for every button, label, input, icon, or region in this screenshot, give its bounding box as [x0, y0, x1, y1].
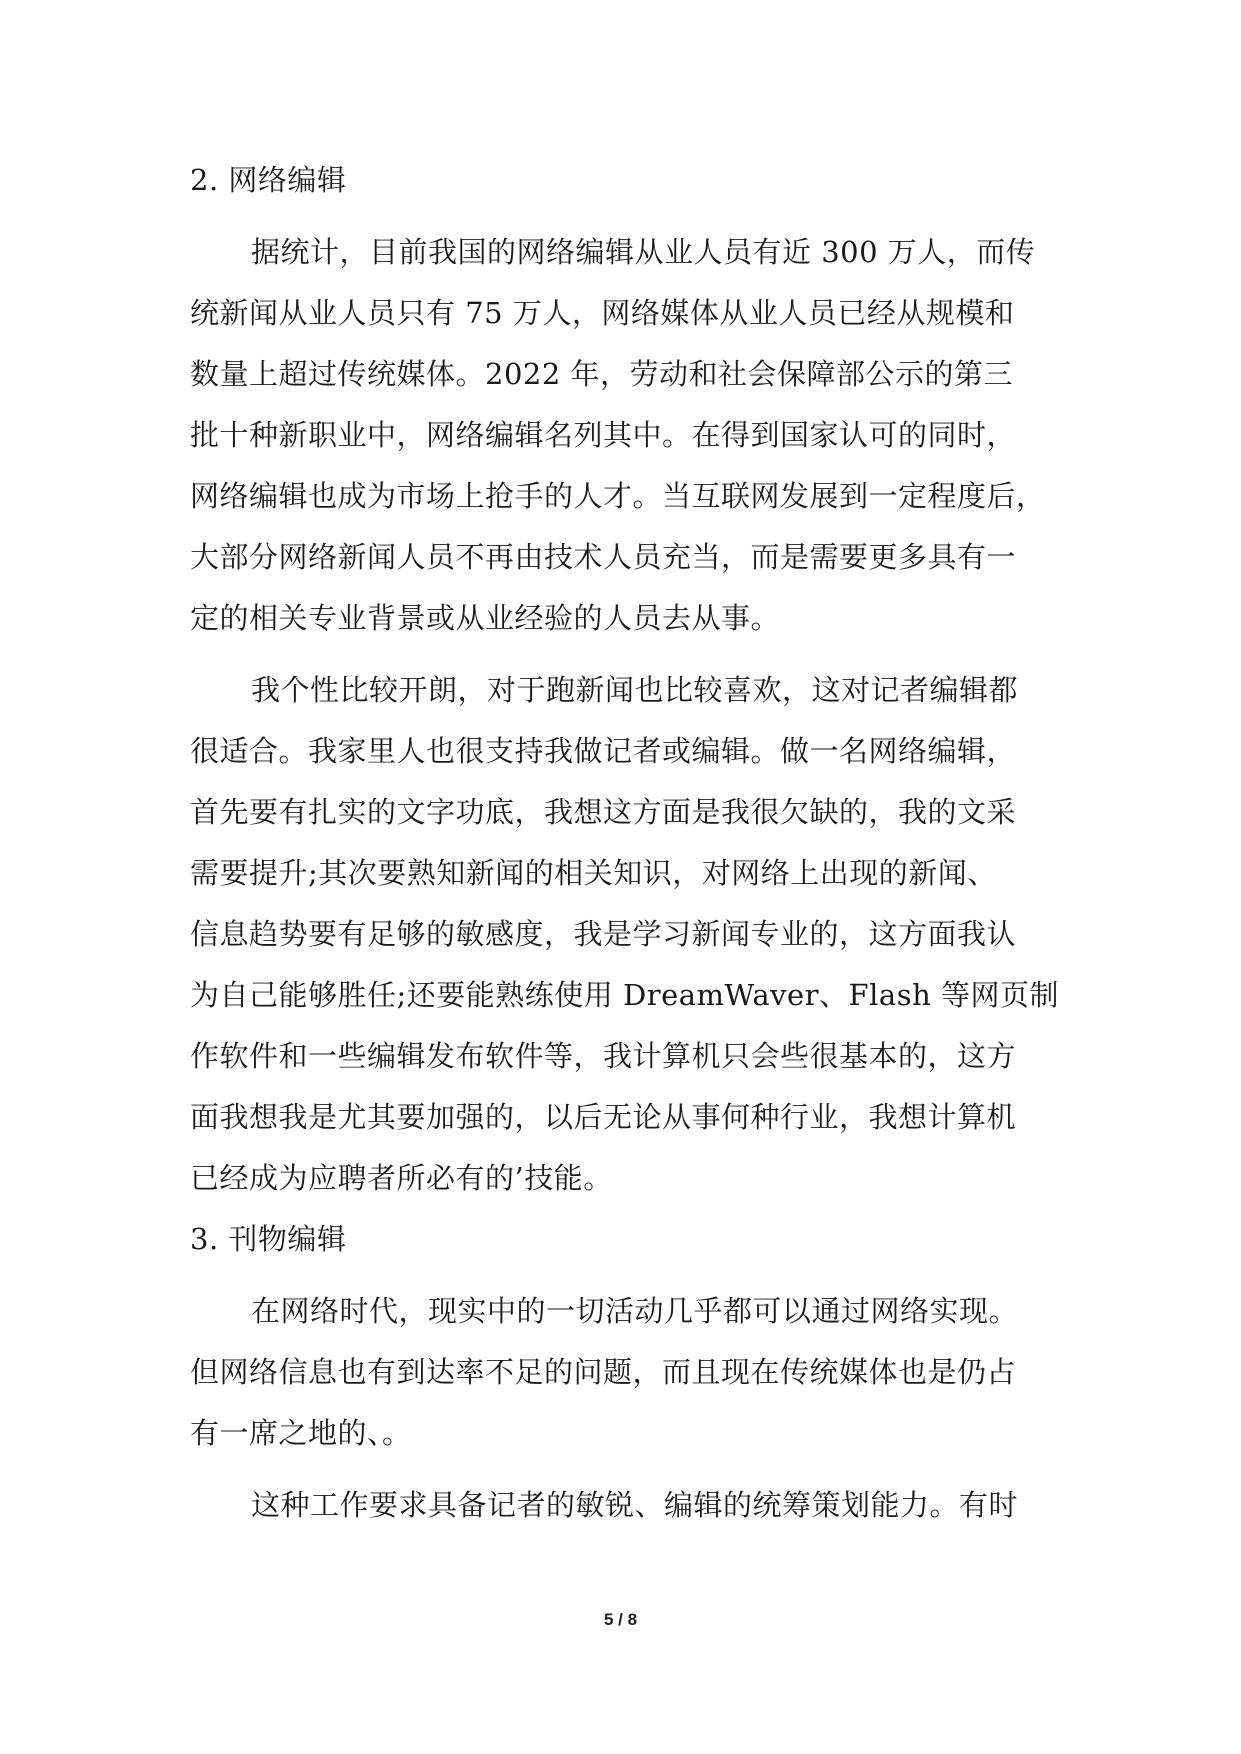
paragraph-line: 数量上超过传统媒体。2022 年，劳动和社会保障部公示的第三 — [190, 357, 1014, 391]
paragraph-line: 这种工作要求具备记者的敏锐、编辑的统筹策划能力。有时 — [251, 1488, 1019, 1522]
section-heading: 3. 刊物编辑 — [190, 1222, 347, 1256]
paragraph-line: 统新闻从业人员只有 75 万人，网络媒体从业人员已经从规模和 — [190, 296, 1015, 330]
paragraph-line: 有一席之地的、。 — [190, 1416, 412, 1450]
paragraph-line: 但网络信息也有到达率不足的问题，而且现在传统媒体也是仍占 — [190, 1355, 1017, 1389]
paragraph-line: 面我想我是尤其要加强的，以后无论从事何种行业，我想计算机 — [190, 1100, 1017, 1134]
paragraph-line: 已经成为应聘者所必有的’技能。 — [190, 1161, 613, 1195]
paragraph-line: 作软件和一些编辑发布软件等，我计算机只会些很基本的，这方 — [190, 1039, 1017, 1073]
paragraph-line: 批十种新职业中，网络编辑名列其中。在得到国家认可的同时， — [190, 418, 1017, 452]
paragraph-line: 为自己能够胜任;还要能熟练使用 DreamWaver、Flash 等网页制 — [190, 978, 1060, 1012]
paragraph-line: 信息趋势要有足够的敏感度，我是学习新闻专业的，这方面我认 — [190, 917, 1017, 951]
paragraph-line: 网络编辑也成为市场上抢手的人才。当互联网发展到一定程度后， — [190, 479, 1046, 513]
paragraph-line: 在网络时代，现实中的一切活动几乎都可以通过网络实现。 — [251, 1294, 1019, 1328]
paragraph-line: 定的相关专业背景或从业经验的人员去从事。 — [190, 601, 781, 635]
paragraph-line: 需要提升;其次要熟知新闻的相关知识，对网络上出现的新闻、 — [190, 856, 997, 890]
page-number: 5 / 8 — [603, 1610, 638, 1629]
paragraph-line: 大部分网络新闻人员不再由技术人员充当，而是需要更多具有一 — [190, 540, 1017, 574]
paragraph-line: 首先要有扎实的文字功底，我想这方面是我很欠缺的，我的文采 — [190, 795, 1017, 829]
document-body — [190, 150, 1060, 1536]
paragraph-line: 据统计，目前我国的网络编辑从业人员有近 300 万人，而传 — [251, 235, 1036, 269]
section-heading: 2. 网络编辑 — [190, 163, 347, 197]
paragraph-line: 我个性比较开朗，对于跑新闻也比较喜欢，这对记者编辑都 — [251, 673, 1019, 707]
paragraph-line: 很适合。我家里人也很支持我做记者或编辑。做一名网络编辑， — [190, 734, 1017, 768]
